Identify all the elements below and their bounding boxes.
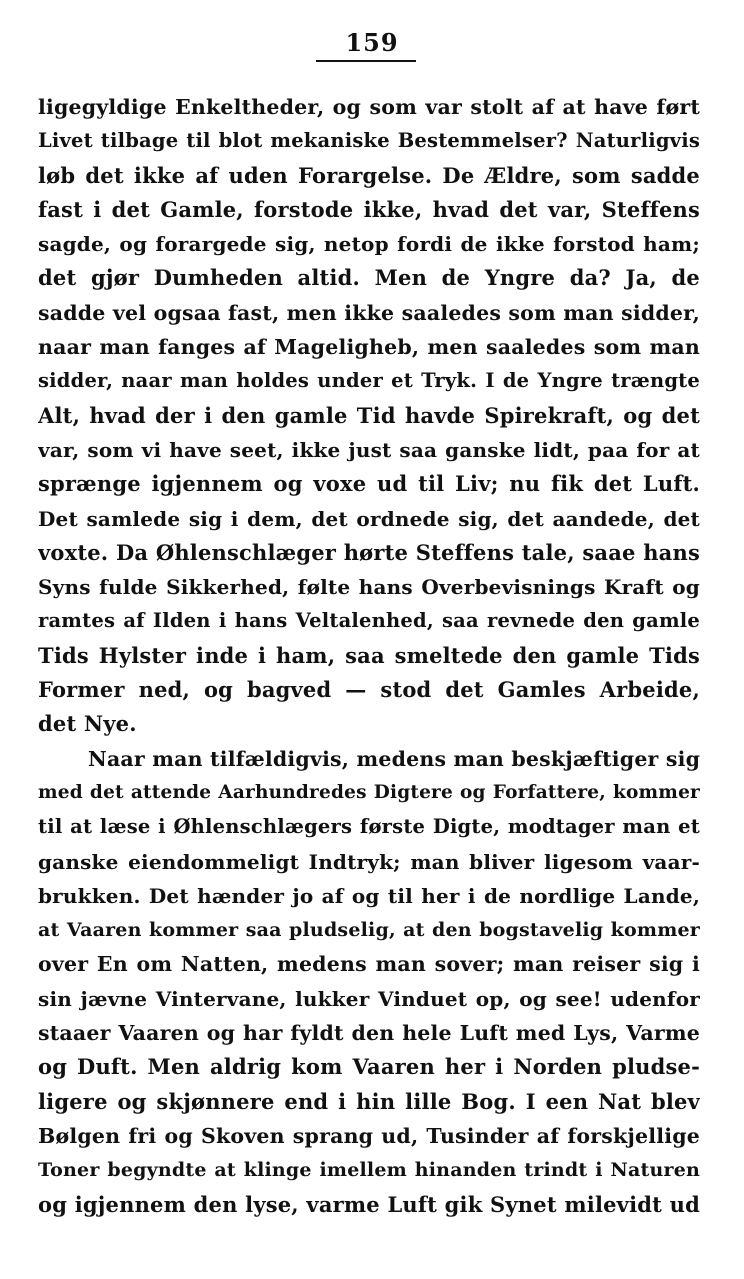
text-line: ligegyldige Enkeltheder, og som var stolt af at have ført xyxy=(38,95,700,119)
paragraph-2 xyxy=(38,742,700,1222)
body-text xyxy=(38,90,700,1222)
text-line: det Nye. xyxy=(38,711,137,737)
text-line: og Duft. Men aldrig kom Vaaren her i Norden pludse- xyxy=(38,1054,700,1080)
text-line: Det samlede sig i dem, det ordnede sig, det aandede, det xyxy=(38,506,700,531)
page-number-rule xyxy=(316,60,416,62)
text-line: ramtes af Ilden i hans Veltalenhed, saa revnede den gamle xyxy=(38,609,700,633)
text-line: Toner begyndte at klinge imellem hinanden trindt i Naturen xyxy=(38,1159,700,1182)
text-line: og igjennem den lyse, varme Luft gik Synet milevidt ud xyxy=(38,1191,700,1217)
text-line: var, som vi have seet, ikke just saa ganske lidt, paa for at xyxy=(38,437,700,462)
text-line: sidder, naar man holdes under et Tryk. I de Yngre trængte xyxy=(38,369,700,393)
text-line: fast i det Gamle, forstode ikke, hvad det var, Steffens xyxy=(38,196,700,222)
text-line: Naar man tilfældigvis, medens man beskjæftiger sig xyxy=(88,746,700,771)
text-line: Bølgen fri og Skoven sprang ud, Tusinder af forskjellige xyxy=(38,1123,700,1148)
text-line: sagde, og forargede sig, netop fordi de ikke forstod ham; xyxy=(38,232,700,257)
text-line: voxte. Da Øhlenschlæger hørte Steffens tale, saae hans xyxy=(38,539,700,565)
text-line: ganske eiendommeligt Indtryk; man bliver ligesom vaar- xyxy=(38,849,700,874)
text-line: det gjør Dumheden altid. Men de Yngre da? Ja, de xyxy=(38,265,700,291)
text-line: sadde vel ogsaa fast, men ikke saaledes som man sidder, xyxy=(38,300,700,325)
text-line: Livet tilbage til blot mekaniske Bestemmelser? Naturligvis xyxy=(38,129,700,153)
text-line: med det attende Aarhundredes Digtere og Forfattere, kommer xyxy=(38,781,700,803)
text-line: brukken. Det hænder jo af og til her i de nordlige Lande, xyxy=(38,883,700,908)
text-line: Alt, hvad der i den gamle Tid havde Spirekraft, og det xyxy=(38,402,700,428)
text-line: til at læse i Øhlenschlægers første Digte, modtager man et xyxy=(38,815,700,839)
text-line: ligere og skjønnere end i hin lille Bog. I een Nat blev xyxy=(38,1088,700,1114)
text-line: naar man fanges af Mageligheb, men saaledes som man xyxy=(38,335,700,360)
page-number: 159 xyxy=(345,28,399,57)
text-line: Tids Hylster inde i ham, saa smeltede den gamle Tids xyxy=(38,642,700,668)
text-line: at Vaaren kommer saa pludselig, at den bogstavelig kommer xyxy=(38,919,700,942)
text-line: sin jævne Vintervane, lukker Vinduet op, og see! udenfor xyxy=(38,986,700,1011)
paragraph-1 xyxy=(38,90,700,742)
text-line: Former ned, og bagved — stod det Gamles Arbeide, xyxy=(38,677,700,703)
text-line: sprænge igjennem og voxe ud til Liv; nu fik det Luft. xyxy=(38,471,700,497)
text-line: Syns fulde Sikkerhed, følte hans Overbevisnings Kraft og xyxy=(38,575,700,600)
text-line: over En om Natten, medens man sover; man reiser sig i xyxy=(38,952,700,977)
text-line: løb det ikke af uden Forargelse. De Ældre, som sadde xyxy=(38,162,700,188)
text-line: staaer Vaaren og har fyldt den hele Luft med Lys, Varme xyxy=(38,1021,700,1046)
